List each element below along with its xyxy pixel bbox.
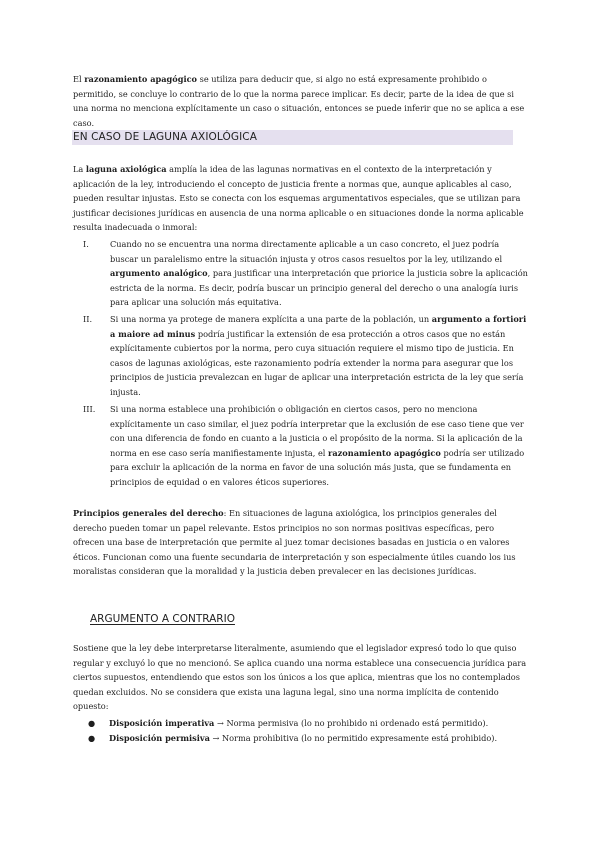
section-heading-laguna-axiologica: EN CASO DE LAGUNA AXIOLÓGICA [72, 130, 513, 145]
bullet-icon: ● [88, 733, 96, 743]
text: podría ser utilizado para excluir la aplicación de la norma en favor de una solución más justa, que se fundamenta en principios de equidad o en valores éticos superiores. [110, 447, 525, 487]
contrario-paragraph [73, 641, 528, 714]
laguna-paragraph [73, 162, 528, 235]
text: → Norma prohibitiva (lo no permitido expresamente está prohibido). [209, 733, 498, 743]
text: Cuando no se encuentra una norma directamente aplicable a un caso concreto, el juez podría buscar un paralelismo entre la situación injusta y otros casos resueltos por la ley, utilizando el [110, 239, 503, 264]
list-number: I. [83, 239, 89, 249]
bold-term: laguna axiológica [85, 164, 167, 174]
bold-term: Principios generales del derecho [73, 508, 224, 518]
text: Si una norma ya protege de manera explícita a una parte de la población, un [110, 314, 432, 324]
text: Si una norma establece una prohibición o obligación en ciertos casos, pero no menciona explícitamente un caso similar, el juez podría interpretar que la exclusión de ese caso tiene que ver con una diferencia de fondo en cuanto a la justicia o el propósito de la norma. Si la aplicación de la norma en ese caso sería manifiestamente injusta, el [110, 404, 524, 458]
intro-paragraph [73, 72, 528, 130]
bold-term: argumento analógico [110, 268, 208, 279]
bold-term: Disposición imperativa [109, 718, 215, 728]
text: → Norma permisiva (lo no prohibido ni ordenado está permitido). [214, 718, 489, 728]
text: podría justificar la extensión de esa protección a otros casos que no están explícitamente cubiertos por la norma, pero cuya situación requiere el mismo tipo de justicia. En casos de lagunas axiológicas, este razonamiento podría extender la norma para asegurar que los principios de justicia prevalezcan en lugar de aplicar una interpretación estricta de la ley que sería injusta. [110, 328, 524, 397]
text: : En situaciones de laguna axiológica, los principios generales del derecho pueden tomar un papel relevante. Estos principios no son normas positivas específicas, pero ofrecen una base de interpretación que permite al juez tomar decisiones basadas en justicia o en valores éticos. Funcionan como una fuente secundaria de interpretación y son especialmente útiles cuando los ius moralistas consideran que la moralidad y la justicia deben prevalecer en las decisiones jurídicas. [73, 508, 516, 577]
text: La [73, 164, 86, 174]
section-heading-argumento-a-contrario: ARGUMENTO A CONTRARIO [90, 613, 235, 625]
principios-paragraph [73, 506, 528, 579]
bold-term: razonamiento apagógico [328, 447, 441, 458]
bold-term: Disposición permisiva [109, 733, 210, 743]
bullet-icon: ● [88, 718, 96, 728]
bold-term: argumento a fortiori a maiore ad minus [110, 314, 527, 339]
text: se utiliza para deducir que, si algo no está expresamente prohibido o permitido, se concluye lo contrario de lo que la norma parece implicar. Es decir, parte de la idea de que si una norma no menciona explícitamente un caso o situación, entonces se puede inferir que no se aplica a ese caso. [73, 74, 525, 128]
text: amplía la idea de las lagunas normativas en el contexto de la interpretación y aplicación de la ley, introduciendo el concepto de justicia frente a normas que, aunque aplicables al caso, pueden resultar injustas. Esto se conecta con los esquemas argumentativos especiales, que se utilizan para justificar decisiones jurídicas en ausencia de una norma aplicable o en situaciones donde la norma aplicable resulta inadecuada o inmoral: [73, 164, 524, 233]
list-number: III. [83, 404, 96, 414]
text: Sostiene que la ley debe interpretarse literalmente, asumiendo que el legislador expresó todo lo que quiso regular y excluyó lo que no mencionó. Se aplica cuando una norma establece una consecuencia jurídica para ciertos supuestos, entendiendo que estos son los únicos a los que aplica, mientras que los no contemplados quedan excluidos. No se considera que exista una laguna legal, sino una norma implícita de contenido opuesto: [73, 643, 527, 712]
text: El [73, 74, 85, 84]
bold-term: razonamiento apagógico [84, 74, 198, 84]
list-number: II. [83, 314, 93, 324]
text: , para justificar una interpretación que priorice la justicia sobre la aplicación estricta de la norma. Es decir, podría buscar un principio general del derecho o una analogía iuris para aplicar una solución más equitativa. [110, 268, 528, 308]
